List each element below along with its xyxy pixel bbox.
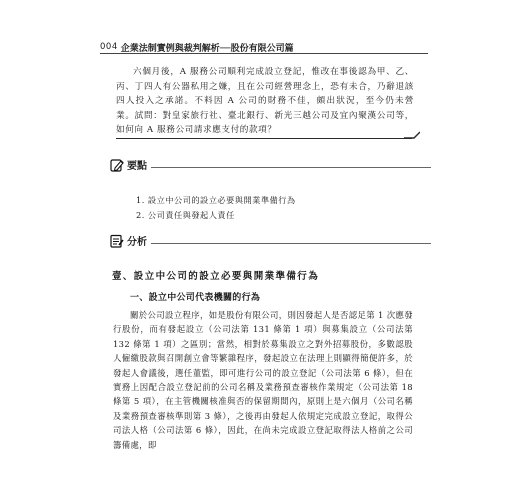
key-points-heading bbox=[110, 157, 431, 172]
key-point-item: 1. 設立中公司的設立必要與開業準備行為 bbox=[136, 195, 296, 205]
running-title: 企業法制實例與裁判解析──股份有限公司篇 bbox=[120, 43, 294, 54]
divider-end-ornament bbox=[404, 131, 420, 141]
key-points-list bbox=[136, 193, 296, 223]
key-points-rule bbox=[151, 167, 431, 168]
section-heading: 壹、設立中公司的設立必要與開業準備行為 bbox=[112, 271, 320, 282]
analysis-heading bbox=[110, 233, 431, 248]
key-points-label: 要點 bbox=[127, 161, 147, 172]
case-divider bbox=[116, 138, 412, 139]
page-number: 004 bbox=[100, 42, 118, 52]
subsection-heading: 一、設立中公司代表機關的行為 bbox=[130, 293, 261, 303]
notepad-icon bbox=[110, 234, 124, 248]
case-description bbox=[116, 65, 414, 138]
pencil-icon bbox=[110, 158, 124, 172]
case-text: 六個月後，A 服務公司順利完成設立登記，惟改在事後認為甲、乙、丙、丁四人有公器私用之嫌，且在公司經營理念上，恐有未合，乃辭退該四人投入之承諾。不料因 A 公司的財務不佳，頗出狀況，至今仍未營業。試問：對皇家旅行社、臺北銀行、新光三越公司及宜內聚漢公司等，如何向 A 服務公司請求應支付的款項？ bbox=[116, 67, 414, 136]
analysis-rule bbox=[151, 243, 431, 244]
body-paragraph: 關於公司設立程序，如是股份有限公司，則因發起人是否認足第 1 次應發行股份，而有發起設立（公司法第 131 條第 1 項）與募集設立（公司法第 132 條第 1 項）之區別；當然，相對於募集設立之對外招募股份，多數認股人僱繳股款與召開創立會等繁雜程序，發起設立在法理上則顯得簡便許多，於發起人會議後，選任董監，即可進行公司的設立登記（公司法第 6 條），但在實務上因配合設立登記前的公司名稱及業務預查審核作業規定（公司法第 18 條第 5 項），在主管機關核准與否的保留期間內，原則上是六個月（公司名稱及業務預查審核準則第 3 條），之後再由發起人依規定完成設立登記，取得公司法人格（公司法第 6 條），因此，在尚未完成設立登記取得法人格前之公司籌備處，即 bbox=[113, 310, 413, 450]
running-header bbox=[100, 40, 294, 54]
analysis-label: 分析 bbox=[127, 237, 147, 248]
body-text bbox=[113, 308, 413, 452]
key-point-item: 2. 公司責任與發起人責任 bbox=[136, 210, 235, 220]
header-rule bbox=[100, 53, 428, 54]
